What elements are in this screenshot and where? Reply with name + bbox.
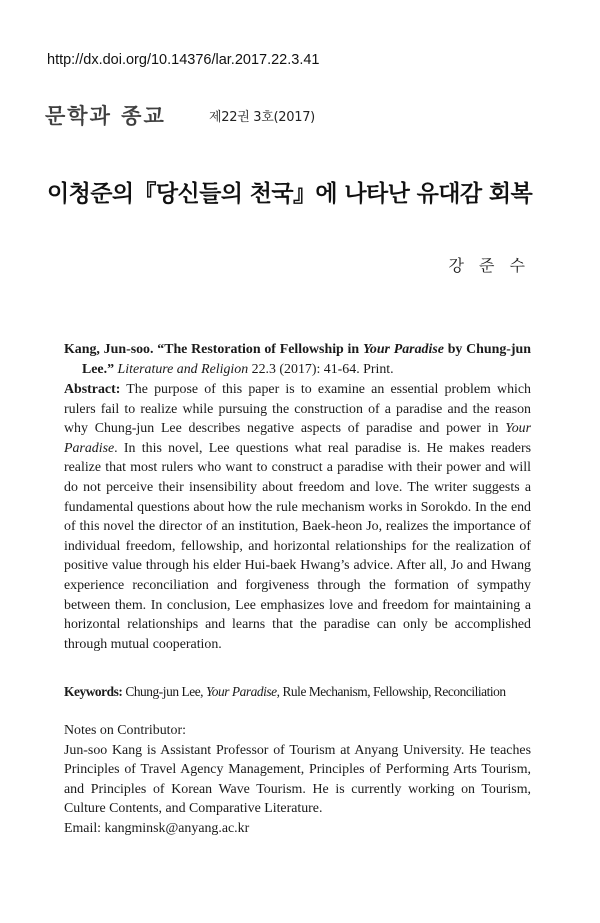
keywords-text-2: , Rule Mechanism, Fellowship, Reconciliation [276, 684, 506, 699]
journal-volume: 제22권 3호(2017) [209, 110, 315, 125]
abstract-label: Abstract: [64, 382, 121, 397]
keywords-text-1: Chung-jun Lee, [122, 684, 206, 699]
citation-title-end: by Chung-jun [443, 342, 531, 357]
citation-title-italic: Your Paradise [362, 342, 444, 357]
notes-heading: Notes on Contributor: [64, 723, 186, 738]
notes-email[interactable]: Email: kangminsk@anyang.ac.kr [64, 820, 250, 836]
citation-author-title: Kang, Jun-soo. “The Restoration of Fellowship in [64, 342, 363, 357]
citation-details: 22.3 (2017): 41-64. Print. [248, 361, 394, 377]
article-title: 이청준의『당신들의 천국』에 나타난 유대감 회복 [47, 181, 533, 207]
citation-line-1 [64, 340, 531, 360]
abstract [64, 380, 531, 654]
article-author: 강 준 수 [448, 256, 530, 275]
abstract-text-2: . In this novel, Lee questions what real paradise is. He makes readers realize that most rulers who want to construct a paradise with their power and will do not perceive their insensibility about freedom and love. The writer suggests a fundamental questions about how the rule mechanism works in Sorokdo. In the end of this novel the director of an institution, Baek-heon Jo, realizes the importance of individual freedom, fellowship, and horizontal relationships for the realization of positive value through his elder Hui-baek Hwang’s advice. After all, Jo and Hwang experience reconciliation and forgiveness through the formation of sympathy between them. In conclusion, Lee emphasizes love and freedom for maintaining a horizontal relationships and learns that the paradise can only be accomplished through mutual cooperation. [64, 440, 531, 652]
contributor-notes [64, 721, 531, 839]
keywords-italic: Your Paradise [205, 684, 277, 699]
doi-link[interactable]: http://dx.doi.org/10.14376/lar.2017.22.3.41 [47, 52, 320, 68]
journal-logo: 문학과 종교 [45, 104, 166, 128]
citation-line-2 [64, 360, 531, 380]
abstract-text-1: The purpose of this paper is to examine an essential problem which rulers fail to realize while pursuing the construction of a paradise and the reason why Chung-jun Lee describes negative aspects of paradise and power in [64, 382, 531, 437]
keywords [64, 682, 534, 701]
citation-lee: Lee.” [82, 361, 115, 377]
keywords-label: Keywords: [64, 684, 123, 699]
citation-journal: Literature and Religion [117, 361, 249, 377]
abstract-italic-title: Your Paradise [64, 421, 531, 456]
citation [64, 340, 531, 379]
notes-bio: Jun-soo Kang is Assistant Professor of Tourism at Anyang University. He teaches Principles of Travel Agency Management, Principles of Performing Arts Tourism, and Principles of Korean Wave Tourism. He is currently working on Tourism, Culture Contents, and Comparative Literature. [64, 742, 531, 817]
